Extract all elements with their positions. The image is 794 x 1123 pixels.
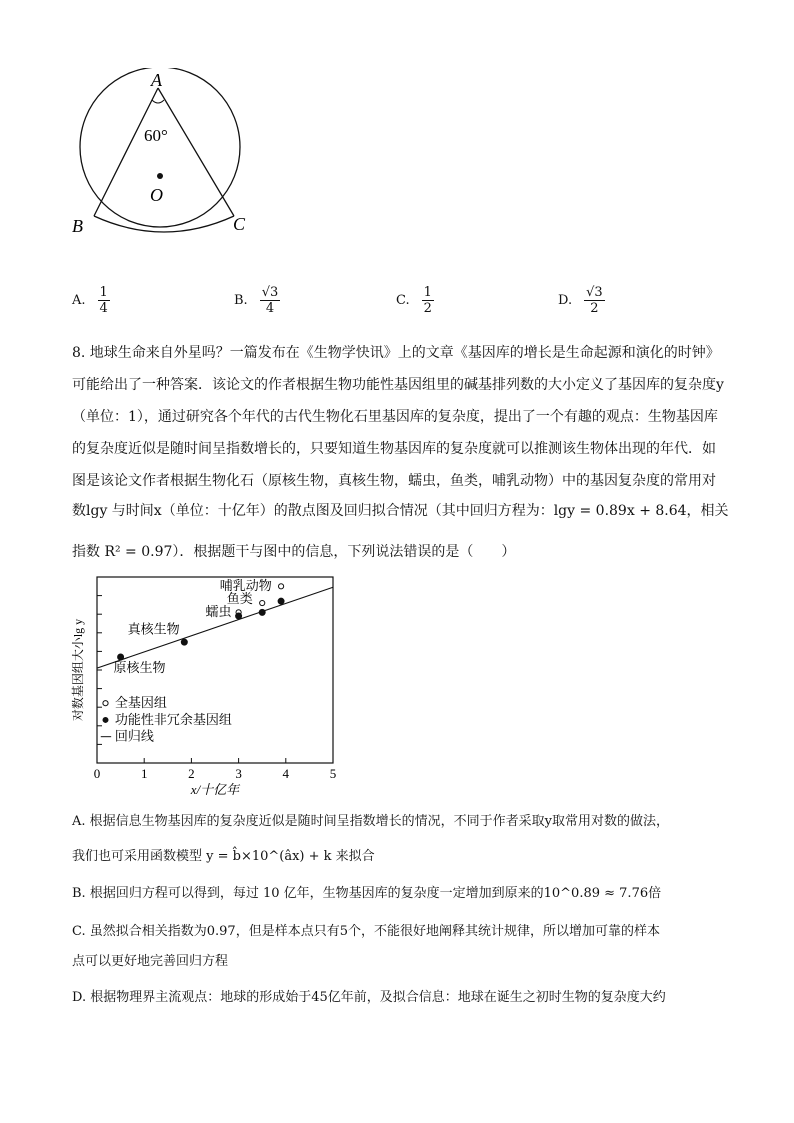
legend-label: 回归线 — [114, 728, 154, 744]
label-angle: 60° — [144, 126, 168, 145]
q7-option-c[interactable] — [396, 285, 434, 316]
point-annotation: 哺乳动物 — [219, 578, 272, 594]
q8-option-a-line-2[interactable]: 我们也可采用函数模型 y = b̂×10^(âx) + k 来拟合 — [72, 849, 375, 864]
q8-line-7: 指数 R² = 0.97）．根据题干与图中的信息，下列说法错误的是（ ） — [72, 544, 516, 560]
filled-point — [259, 609, 265, 615]
q8-line-1: 8. 地球生命来自外星吗？一篇发布在《生物学快讯》上的文章《基因库的增长是生命起源和演化的时钟》 — [72, 345, 720, 361]
numerator: √3 — [261, 285, 279, 300]
denominator: 2 — [423, 301, 432, 316]
q8-line-5: 图是该论文作者根据生物化石（原核生物，真核生物，蠕虫，鱼类，哺乳动物）中的基因复杂度的常用对 — [72, 473, 716, 489]
x-tick-label: 4 — [282, 766, 290, 781]
center-point — [157, 173, 163, 179]
hollow-point — [278, 584, 283, 589]
q7-option-b[interactable] — [234, 285, 280, 316]
q8-line-4: 的复杂度近似是随时间呈指数增长的，只要知道生物基因库的复杂度就可以推测该生物体出现的年代．如 — [72, 441, 716, 457]
denominator: 4 — [265, 301, 275, 316]
x-tick-label: 1 — [140, 766, 148, 781]
q8-option-a-line-1[interactable]: A. 根据信息生物基因库的复杂度近似是随时间呈指数增长的情况，不同于作者采取y取常用对数的做法， — [72, 814, 669, 829]
legend-label: 全基因组 — [114, 695, 167, 711]
x-axis-label: x/十亿年 — [190, 782, 240, 795]
q8-option-c-line-2[interactable]: 点可以更好地完善回归方程 — [72, 954, 229, 969]
numerator: √3 — [586, 285, 603, 300]
fraction — [584, 285, 605, 316]
fraction — [422, 285, 434, 316]
x-tick-label: 0 — [93, 766, 101, 781]
q8-option-b[interactable]: B. 根据回归方程可以得到，每过 10 亿年，生物基因库的复杂度一定增加到原来的10^0.89 ≈ 7.76倍 — [72, 886, 662, 901]
label-c: C — [233, 214, 246, 234]
option-letter: A. — [72, 293, 86, 308]
fraction — [98, 285, 110, 316]
angle-mark — [152, 100, 164, 103]
q8-line-3: （单位：1），通过研究各个年代的古代生物化石里基因库的复杂度，提出了一个有趣的观点：生物基因库 — [72, 409, 718, 425]
x-tick-label: 5 — [329, 766, 337, 781]
circle-figure — [70, 68, 260, 243]
legend-label: 功能性非冗余基因组 — [114, 711, 232, 727]
label-o: O — [150, 185, 163, 205]
denominator: 2 — [590, 301, 599, 316]
y-axis-label: 对数基因组大小lg y — [71, 618, 85, 722]
q8-option-d[interactable]: D. 根据物理界主流观点：地球的形成始于45亿年前，及拟合信息：地球在诞生之初时生物的复杂度大约 — [72, 990, 666, 1005]
numerator: 1 — [99, 285, 108, 300]
point-annotation: 鱼类 — [226, 591, 253, 607]
point-annotation: 蠕虫 — [205, 604, 232, 620]
point-annotation: 原核生物 — [113, 659, 166, 675]
filled-point — [236, 613, 242, 619]
filled-point — [181, 639, 187, 645]
point-annotation: 真核生物 — [127, 621, 180, 637]
label-b: B — [72, 216, 83, 236]
x-tick-label: 2 — [188, 766, 195, 781]
option-letter: D. — [558, 293, 573, 308]
label-a: A — [151, 70, 162, 90]
arc-bc — [94, 216, 234, 232]
q7-option-a[interactable] — [72, 285, 110, 316]
denominator: 4 — [99, 301, 108, 316]
option-letter: C. — [396, 293, 410, 308]
hollow-point — [260, 600, 265, 605]
filled-point — [278, 598, 284, 604]
option-letter: B. — [234, 293, 248, 308]
q8-line-2: 可能给出了一种答案．该论文的作者根据生物功能性基因组里的碱基排列数的大小定义了基因库的复杂度y — [72, 377, 724, 393]
legend-filled-marker — [102, 717, 108, 723]
q8-option-c-line-1[interactable]: C. 虽然拟合相关指数为0.97，但是样本点只有5个，不能很好地阐释其统计规律，所以增加可靠的样本 — [72, 924, 660, 939]
scatter-chart — [68, 570, 358, 795]
chords-ab-ac — [94, 88, 234, 216]
numerator: 1 — [423, 285, 432, 300]
fraction — [260, 285, 281, 316]
q7-option-d[interactable] — [558, 285, 605, 316]
x-tick-label: 3 — [235, 766, 242, 781]
legend-hollow-marker — [103, 701, 108, 706]
q8-line-6: 数lgy 与时间x（单位：十亿年）的散点图及回归拟合情况（其中回归方程为：lgy = 0.89x + 8.64，相关 — [72, 503, 729, 519]
